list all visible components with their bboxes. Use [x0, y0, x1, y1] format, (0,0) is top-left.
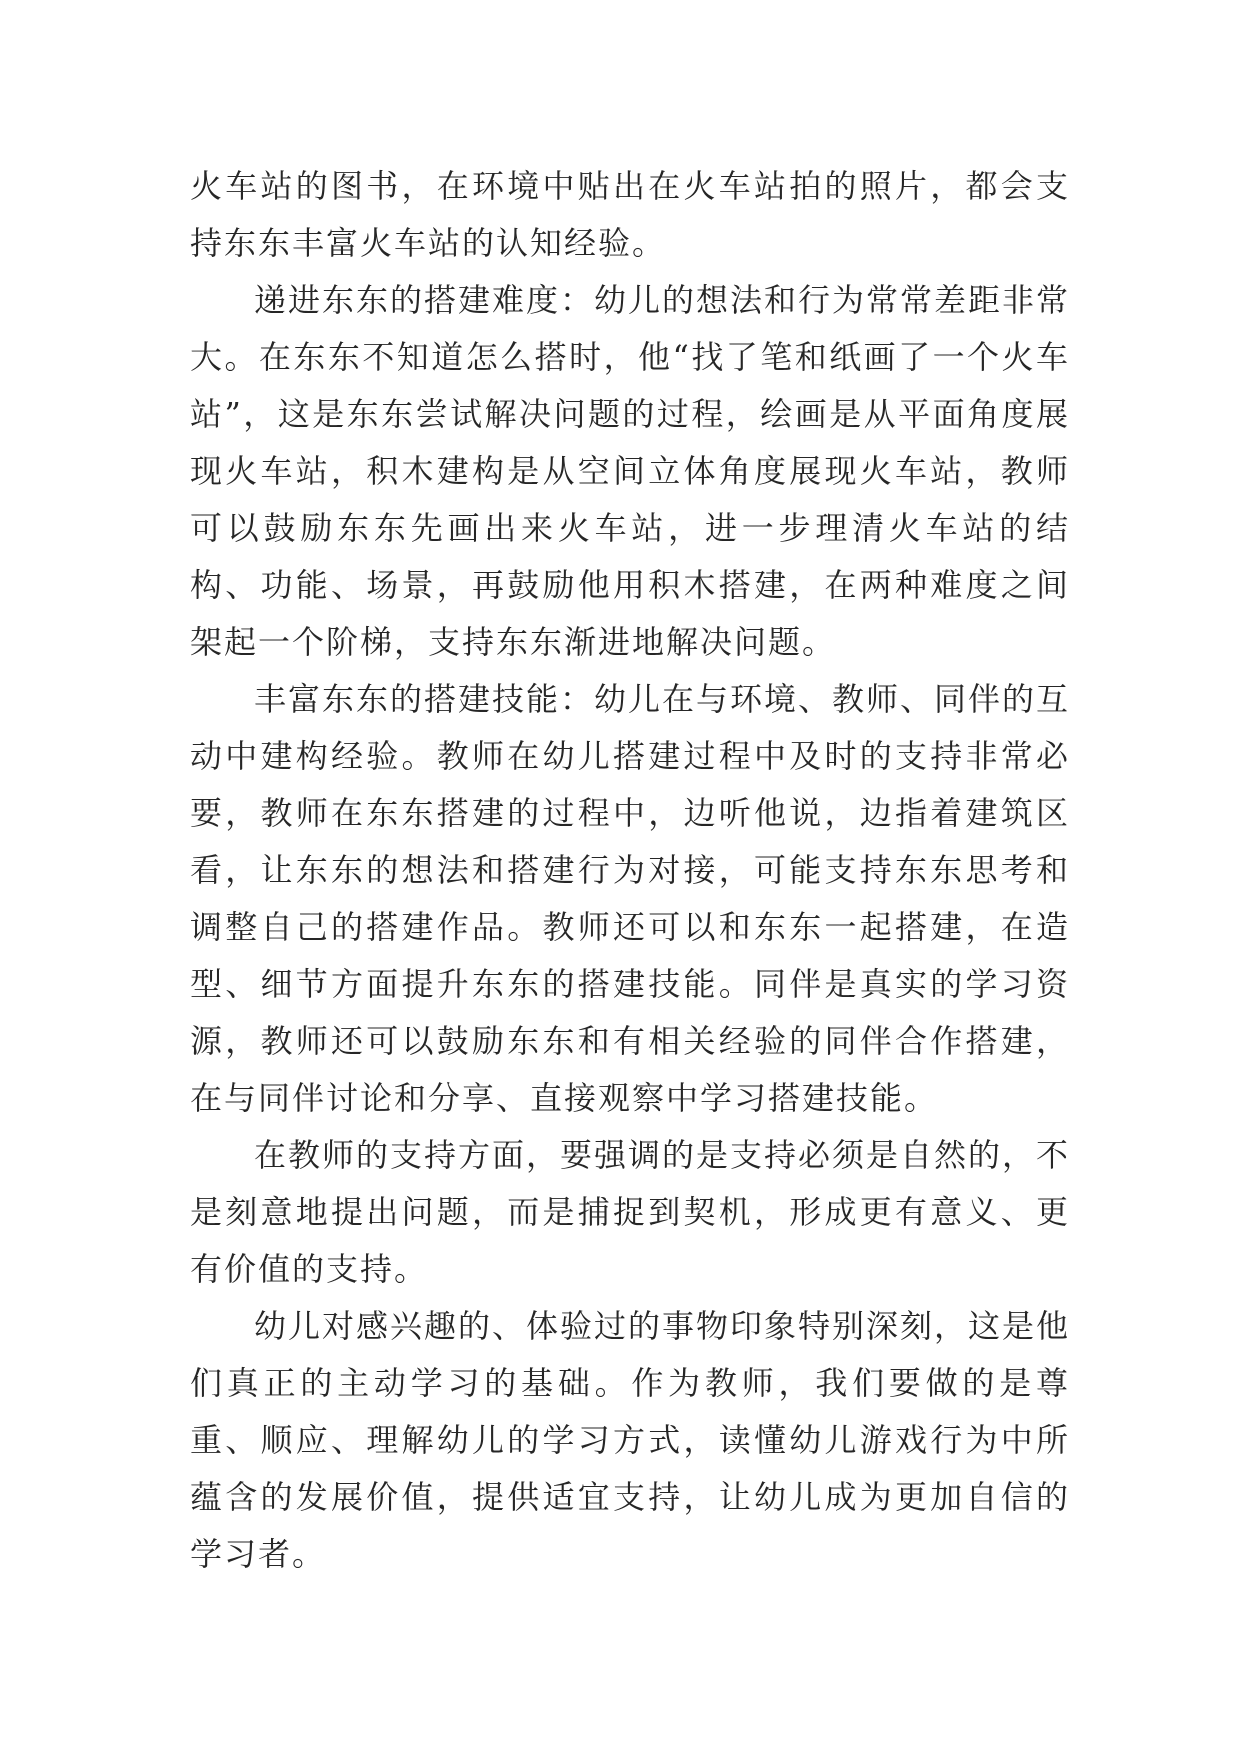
paragraph-continued: 火车站的图书，在环境中贴出在火车站拍的照片，都会支持东东丰富火车站的认知经验。: [190, 167, 1070, 262]
paragraph-building-difficulty: 递进东东的搭建难度：幼儿的想法和行为常常差距非常大。在东东不知道怎么搭时，他“找了笔和纸画了一个火车站”，这是东东尝试解决问题的过程，绘画是从平面角度展现火车站，积木建构是从空间立体角度展现火车站，教师可以鼓励东东先画出来火车站，进一步理清火车站的结构、功能、场景，再鼓励他用积木搭建，在两种难度之间架起一个阶梯，支持东东渐进地解决问题。: [190, 281, 1071, 661]
paragraph-building-skills: 丰富东东的搭建技能：幼儿在与环境、教师、同伴的互动中建构经验。教师在幼儿搭建过程中及时的支持非常必要，教师在东东搭建的过程中，边听他说，边指着建筑区看，让东东的想法和搭建行为对接，可能支持东东思考和调整自己的搭建作品。教师还可以和东东一起搭建，在造型、细节方面提升东东的搭建技能。同伴是真实的学习资源，教师还可以鼓励东东和有相关经验的同伴合作搭建，在与同伴讨论和分享、直接观察中学习搭建技能。: [190, 680, 1071, 1117]
document-body: [190, 158, 1070, 1583]
paragraph-teacher-support: 在教师的支持方面，要强调的是支持必须是自然的，不是刻意地提出问题，而是捕捉到契机，形成更有意义、更有价值的支持。: [190, 1136, 1071, 1288]
paragraph-conclusion: 幼儿对感兴趣的、体验过的事物印象特别深刻，这是他们真正的主动学习的基础。作为教师，我们要做的是尊重、顺应、理解幼儿的学习方式，读懂幼儿游戏行为中所蕴含的发展价值，提供适宜支持，让幼儿成为更加自信的学习者。: [190, 1307, 1071, 1573]
